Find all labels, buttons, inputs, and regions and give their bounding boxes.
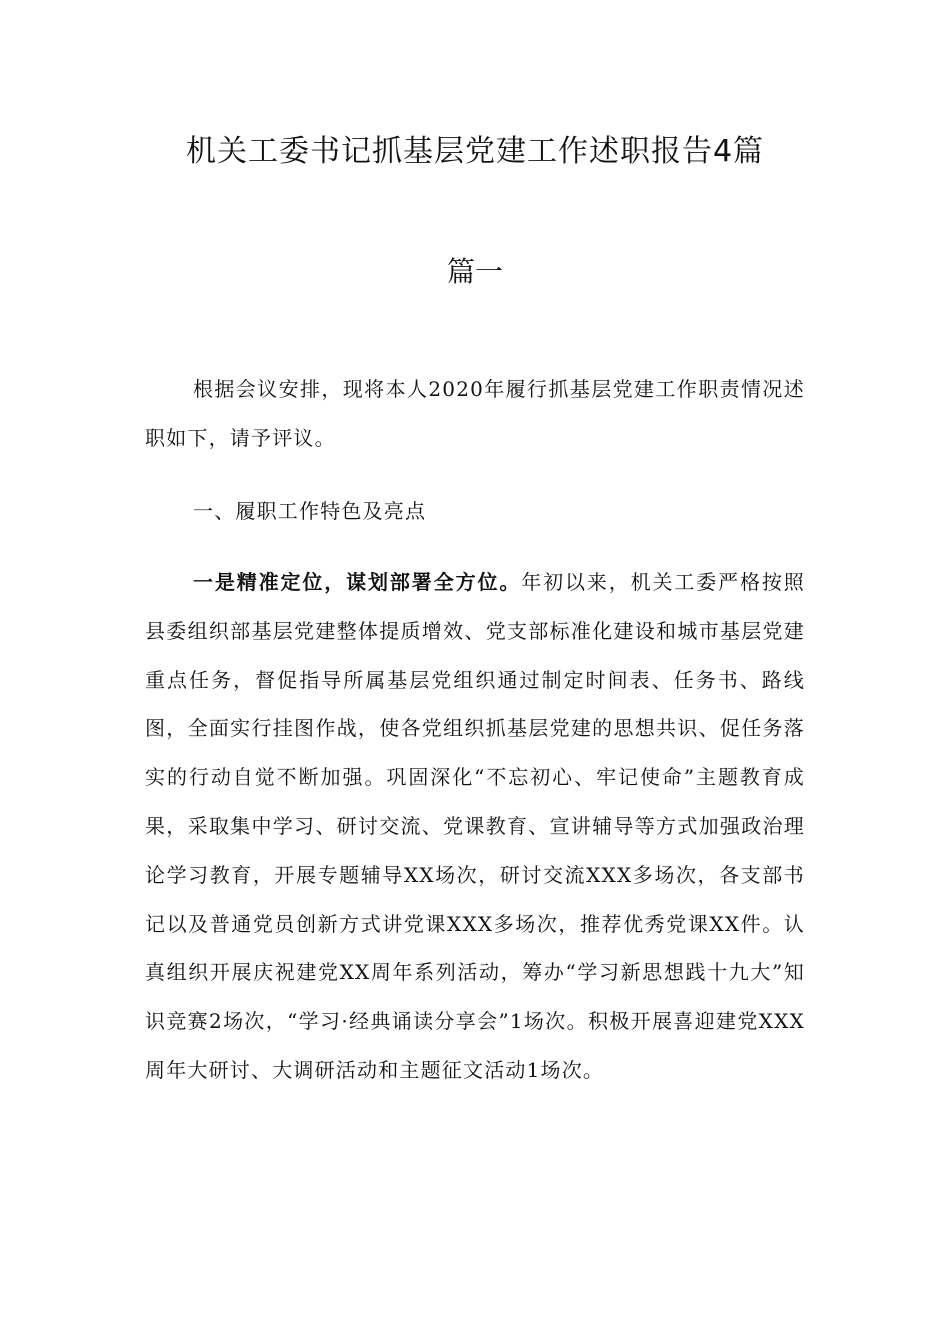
document-subtitle: 篇一	[446, 255, 503, 288]
body-paragraph	[145, 558, 805, 1095]
document-title: 机关工委书记抓基层党建工作述职报告4篇	[185, 134, 765, 169]
paragraph-text: 年初以来，机关工委严格按照县委组织部基层党建整体提质增效、党支部标准化建设和城市基层党建重点任务，督促指导所属基层党组织通过制定时间表、任务书、路线图，全面实行挂图作战，使各党组织抓基层党建的思想共识、促任务落实的行动自觉不断加强。巩固深化“不忘初心、牢记使命”主题教育成果，采取集中学习、研讨交流、党课教育、宣讲辅导等方式加强政治理论学习教育，开展专题辅导XX场次，研讨交流XXX多场次，各支部书记以及普通党员创新方式讲党课XXX多场次，推荐优秀党课XX件。认真组织开展庆祝建党XX周年系列活动，筹办“学习新思想践十九大”知识竞赛2场次，“学习·经典诵读分享会”1场次。积极开展喜迎建党XXX周年大研讨、大调研活动和主题征文活动1场次。	[145, 570, 805, 1082]
section-heading: 一、履职工作特色及亮点	[193, 499, 427, 523]
paragraph-lead: 一是精准定位，谋划部署全方位。	[193, 570, 522, 594]
intro-paragraph: 根据会议安排，现将本人2020年履行抓基层党建工作职责情况述职如下，请予评议。	[145, 377, 805, 450]
